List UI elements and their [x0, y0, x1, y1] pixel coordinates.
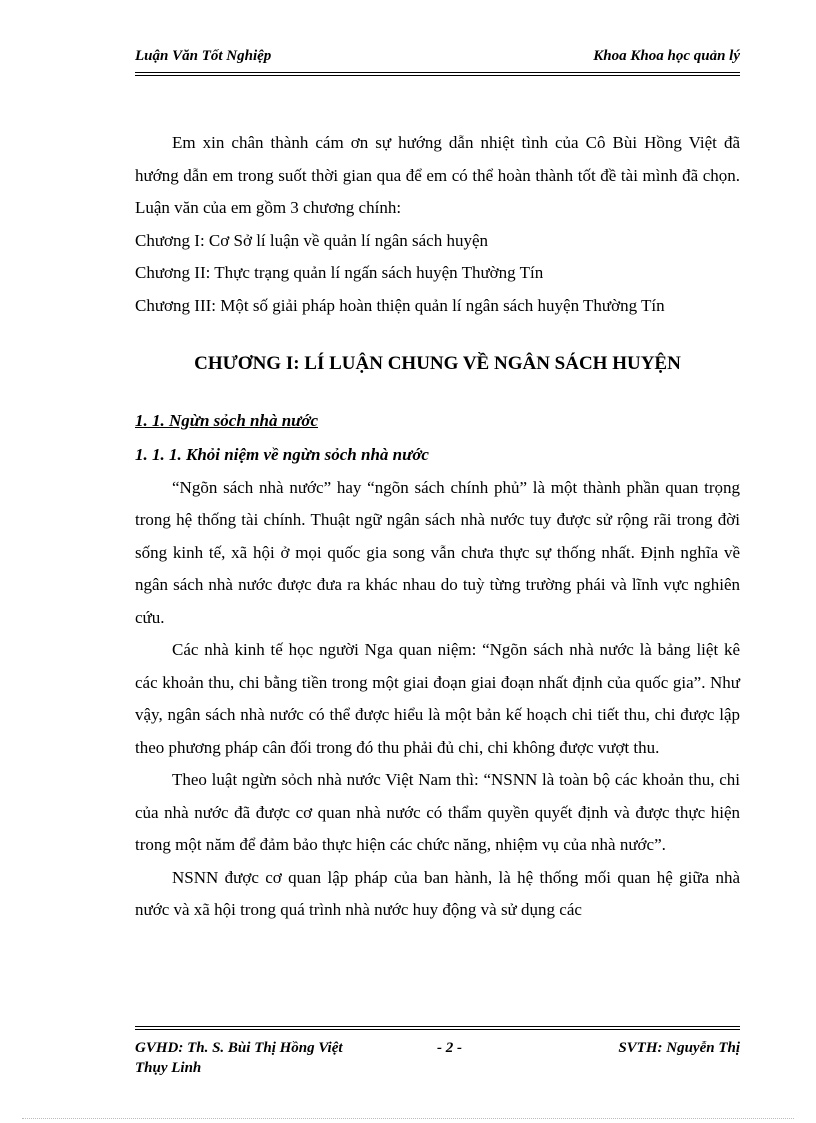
- header-thesis-label: Luận Văn Tốt Nghiệp: [135, 48, 272, 64]
- footer-student-continuation: Thụy Linh: [135, 1060, 202, 1076]
- body-paragraph-1: “Ngõn sách nhà nước” hay “ngõn sách chính phủ” là một thành phần quan trọng trong hệ thống tài chính. Thuật ngữ ngân sách nhà nước tuy được sử rộng rãi trong đời sống kinh tế, xã hội ở mọi quốc gia song vẫn chưa thực sự thống nhất. Định nghĩa về ngân sách nhà nước được đưa ra khác nhau do tuỳ từng trường phái và lĩnh vực nghiên cứu.: [135, 477, 740, 627]
- body-paragraph-4: NSNN được cơ quan lập pháp của ban hành, là hệ thống mối quan hệ giữa nhà nước và xã hội trong quá trình nhà nước huy động và sử dụng các: [135, 867, 740, 919]
- intro-paragraph: Em xin chân thành cám ơn sự hướng dẫn nhiệt tình của Cô Bùi Hồng Việt đã hướng dẫn em trong suốt thời gian qua để em có thể hoàn thành tốt đề tài mình đã chọn. Luận văn của em gồm 3 chương chính:: [135, 133, 740, 217]
- page-header: [135, 48, 740, 70]
- body-paragraph-3: Theo luật ngừn sỏch nhà nước Việt Nam thì: “NSNN là toàn bộ các khoản thu, chi của nhà nước đã được cơ quan nhà nước có thẩm quyền quyết định và được thực hiện trong một năm để đảm bảo thực hiện các chức năng, nhiệm vụ của nhà nước”.: [135, 770, 740, 854]
- page-number: - 2 -: [437, 1040, 462, 1056]
- chapter-list-item-3: Chương III: Một số giải pháp hoàn thiện quản lí ngân sách huyện Thường Tín: [135, 295, 665, 315]
- section-heading: 1. 1. Ngừn sỏch nhà nước: [135, 410, 318, 430]
- header-faculty-label: Khoa Khoa học quản lý: [593, 48, 740, 64]
- footer-student: SVTH: Nguyễn Thị: [618, 1040, 740, 1056]
- footer-advisor: [135, 1038, 385, 1078]
- subsection-heading: 1. 1. 1. Khỏi niệm về ngừn sỏch nhà nước: [135, 445, 429, 464]
- page-body: [135, 127, 740, 927]
- page-bottom-border: [22, 1118, 794, 1119]
- body-paragraph-2: Các nhà kinh tế học người Nga quan niệm: “Ngõn sách nhà nước là bảng liệt kê các khoản thu, chi bằng tiền trong một giai đoạn giai đoạn nhất định của quốc gia”. Như vậy, ngân sách nhà nước có thể được hiểu là một bản kế hoạch chi tiết thu, chi được lập theo phương pháp cân đối trong đó thu phải đủ chi, chi không được vượt thu.: [135, 640, 740, 757]
- chapter-title: CHƯƠNG I: LÍ LUẬN CHUNG VỀ NGÂN SÁCH HUYỆN: [194, 353, 681, 374]
- footer-rule: [135, 1026, 740, 1030]
- header-rule: [135, 72, 740, 76]
- chapter-list-item-2: Chương II: Thực trạng quản lí ngấn sách huyện Thường Tín: [135, 263, 544, 282]
- chapter-list-item-1: Chương I: Cơ Sở lí luận về quản lí ngân sách huyện: [135, 230, 488, 250]
- footer-advisor-label: GVHD: Th. S. Bùi Thị Hồng Việt: [135, 1040, 343, 1056]
